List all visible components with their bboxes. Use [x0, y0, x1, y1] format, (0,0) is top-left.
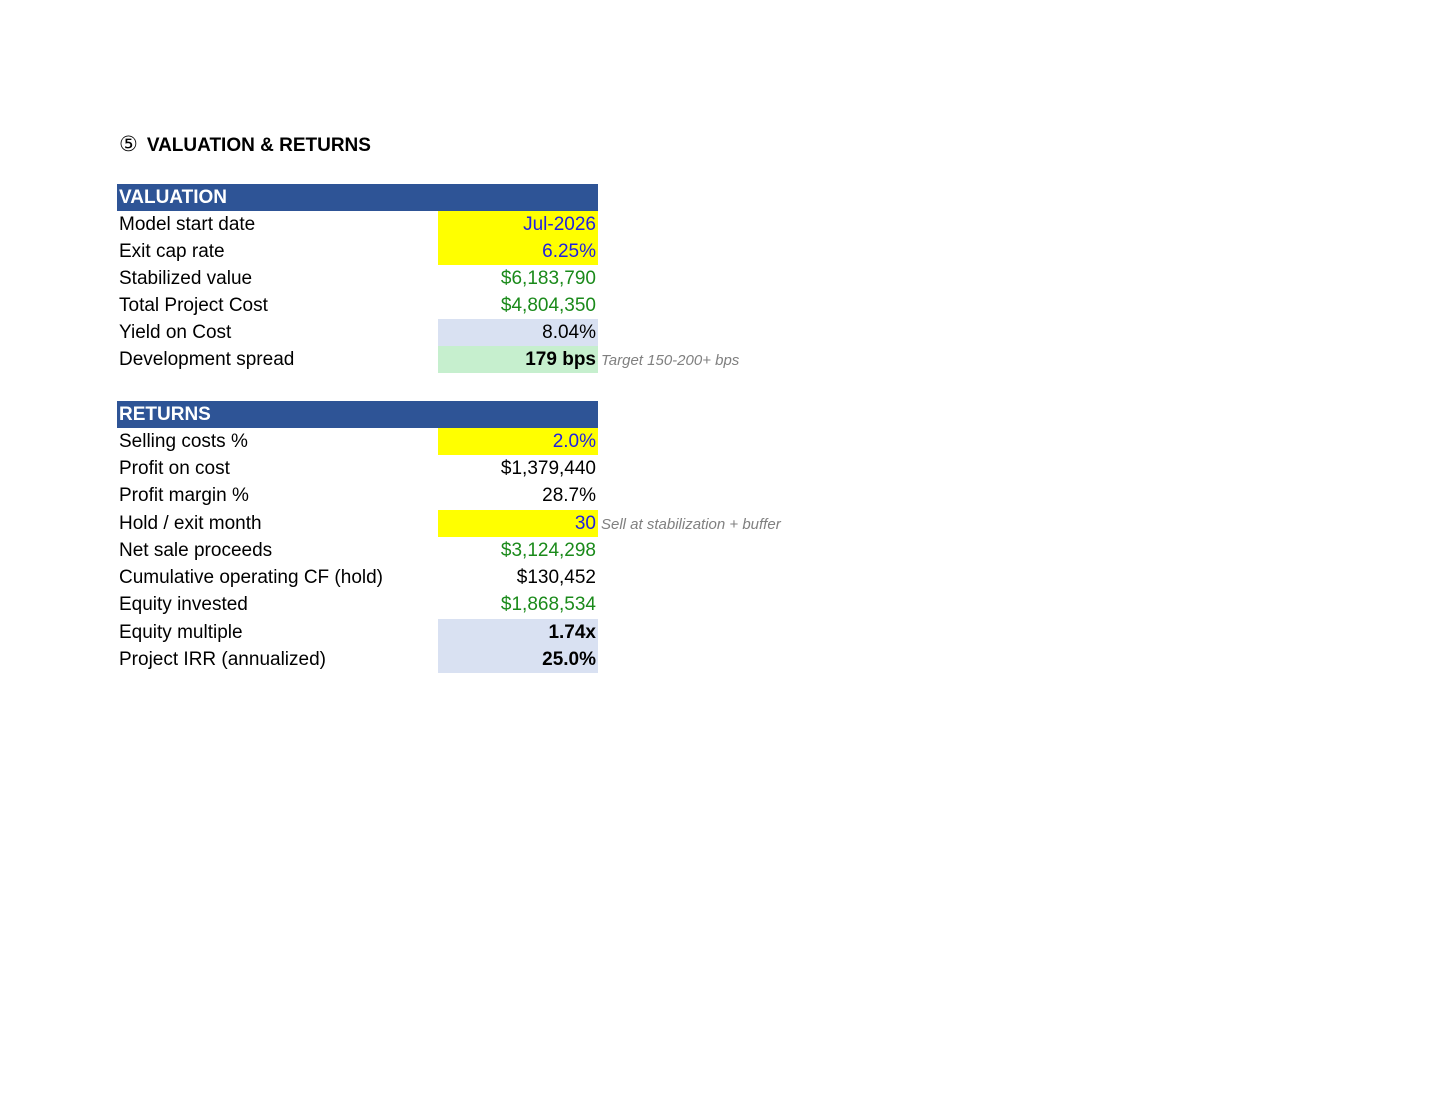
cell-label: Development spread: [119, 349, 295, 370]
row-selling-costs: [117, 428, 598, 455]
section-number-icon: ⑤: [119, 133, 138, 156]
cell-development-spread[interactable]: 179 bps: [438, 346, 598, 373]
page-title-text: VALUATION & RETURNS: [146, 135, 371, 156]
cell-label: Net sale proceeds: [119, 539, 273, 561]
cell-cumulative-operating-cf[interactable]: $130,452: [516, 567, 596, 588]
cell-label: Cumulative operating CF (hold): [119, 567, 384, 588]
cell-label: Profit margin %: [119, 485, 249, 507]
cell-label: Profit on cost: [119, 458, 230, 479]
cell-hold-exit-month[interactable]: 30: [438, 510, 598, 537]
cell-stabilized-value[interactable]: $6,183,790: [500, 268, 596, 289]
cell-label: Selling costs %: [119, 431, 248, 452]
cell-label: Project IRR (annualized): [119, 648, 326, 670]
cell-label: Equity multiple: [119, 621, 243, 643]
cell-label: Stabilized value: [119, 268, 253, 289]
cell-equity-invested[interactable]: $1,868,534: [500, 594, 596, 616]
row-net-sale-proceeds: [117, 537, 598, 564]
row-profit-margin: [117, 482, 598, 509]
note-hold-exit-month: Sell at stabilization + buffer: [601, 515, 781, 533]
cell-total-project-cost[interactable]: $4,804,350: [500, 295, 596, 316]
valuation-header: VALUATION: [117, 184, 598, 211]
row-yield-on-cost: [117, 319, 598, 346]
valuation-table: [117, 184, 740, 373]
page-title: [119, 131, 371, 159]
cell-label: Equity invested: [119, 594, 248, 616]
row-hold-exit-month: [117, 510, 781, 537]
row-cumulative-operating-cf: [117, 564, 598, 591]
returns-table: [117, 401, 781, 673]
cell-selling-costs[interactable]: 2.0%: [438, 428, 598, 455]
cell-exit-cap-rate[interactable]: 6.25%: [438, 238, 598, 265]
row-equity-multiple: [117, 619, 598, 646]
row-equity-invested: [117, 591, 598, 618]
row-exit-cap-rate: [117, 238, 598, 265]
cell-label: Yield on Cost: [119, 322, 232, 343]
cell-profit-margin[interactable]: 28.7%: [542, 485, 596, 507]
row-stabilized-value: [117, 265, 598, 292]
returns-header: RETURNS: [117, 401, 598, 428]
cell-label: Exit cap rate: [119, 241, 225, 262]
cell-equity-multiple[interactable]: 1.74x: [438, 619, 598, 646]
cell-model-start-date[interactable]: Jul-2026: [438, 211, 598, 238]
cell-label: Model start date: [119, 214, 256, 235]
row-project-irr: [117, 646, 598, 673]
cell-label: Total Project Cost: [119, 295, 268, 316]
cell-yield-on-cost[interactable]: 8.04%: [438, 319, 598, 346]
row-model-start-date: [117, 211, 598, 238]
row-profit-on-cost: [117, 455, 598, 482]
cell-profit-on-cost[interactable]: $1,379,440: [500, 458, 596, 479]
row-development-spread: [117, 346, 740, 373]
cell-net-sale-proceeds[interactable]: $3,124,298: [500, 539, 596, 561]
cell-project-irr[interactable]: 25.0%: [438, 646, 598, 673]
row-total-project-cost: [117, 292, 598, 319]
note-development-spread: Target 150-200+ bps: [601, 352, 740, 369]
cell-label: Hold / exit month: [119, 512, 262, 534]
